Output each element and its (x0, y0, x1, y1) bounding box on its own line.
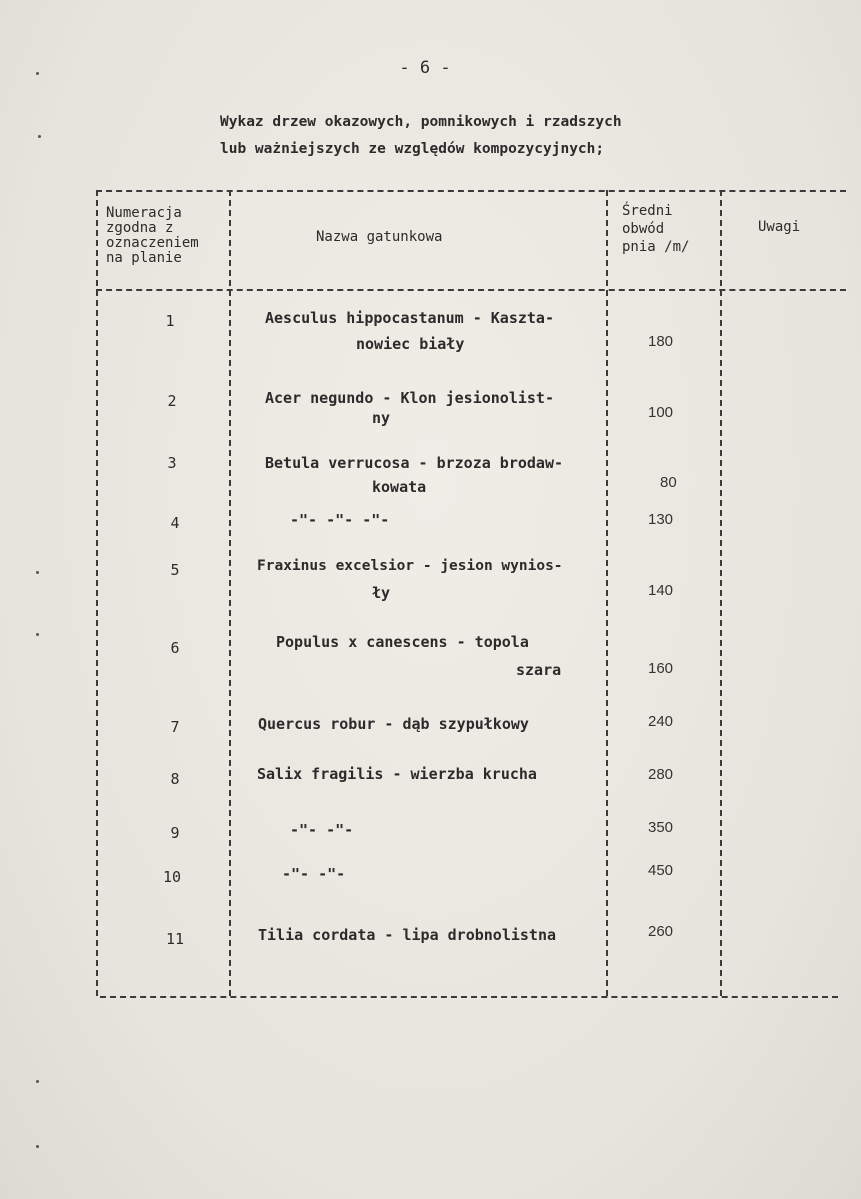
species-name: Fraxinus excelsior - jesion wynios- (257, 558, 563, 574)
species-name: Populus x canescens - topola (276, 633, 529, 651)
species-name: Betula verrucosa - brzoza brodaw- (265, 454, 564, 472)
col-border-3 (720, 190, 722, 996)
species-name-cont: kowata (372, 478, 427, 496)
circumference-value: 100 (648, 404, 674, 421)
col-border-left (96, 190, 98, 996)
species-name: Aesculus hippocastanum - Kaszta- (265, 309, 554, 327)
row-number: 9 (170, 824, 180, 842)
header-remarks: Uwagi (758, 219, 801, 235)
margin-dot (36, 633, 39, 636)
page-number: - 6 - (399, 58, 451, 78)
species-name: Tilia cordata - lipa drobnolistna (258, 926, 557, 944)
row-number: 11 (165, 930, 185, 948)
row-number: 7 (170, 718, 180, 736)
species-name: Salix fragilis - wierzba krucha (257, 765, 537, 783)
table-bottom-border (100, 996, 838, 998)
header-line: zgodna z (106, 220, 174, 236)
margin-dot (36, 1080, 39, 1083)
species-name-cont: nowiec biały (356, 335, 465, 353)
heading-line-1: Wykaz drzew okazowych, pomnikowych i rzadszych (220, 114, 622, 130)
circumference-value: 350 (648, 819, 674, 836)
row-number: 4 (170, 514, 180, 532)
col-border-2 (606, 190, 608, 996)
species-name: Quercus robur - dąb szypułkowy (258, 715, 529, 733)
row-number: 10 (162, 868, 182, 886)
circumference-value: 130 (648, 511, 674, 528)
margin-dot (36, 571, 39, 574)
header-line: oznaczeniem (106, 235, 199, 251)
table-top-border (96, 190, 846, 192)
header-bottom-border (96, 289, 846, 291)
circumference-value: 260 (648, 923, 674, 940)
circumference-value: 80 (660, 474, 677, 491)
circumference-value: 180 (648, 333, 674, 350)
circumference-value: 280 (648, 766, 674, 783)
margin-dot (38, 135, 41, 138)
row-number: 5 (170, 561, 180, 579)
circumference-value: 450 (648, 862, 674, 879)
header-line: Średni (622, 203, 673, 219)
header-line: pnia /m/ (622, 239, 690, 255)
heading-line-2: lub ważniejszych ze względów kompozycyjnych; (220, 141, 605, 157)
header-circumference (622, 202, 689, 256)
row-number: 6 (170, 639, 180, 657)
header-species-name: Nazwa gatunkowa (316, 229, 443, 245)
species-name-cont: szara (516, 661, 562, 679)
row-number: 1 (165, 312, 175, 330)
row-number: 8 (170, 770, 180, 788)
species-name: -"- -"- (290, 821, 354, 839)
circumference-value: 240 (648, 713, 674, 730)
species-name: -"- -"- (282, 865, 346, 883)
header-line: obwód (622, 221, 665, 237)
header-line: Numeracja (106, 205, 182, 221)
header-numbering (106, 206, 199, 266)
circumference-value: 160 (648, 660, 674, 677)
margin-dot (36, 72, 39, 75)
species-name-cont: ny (372, 409, 391, 427)
header-line: na planie (106, 250, 182, 266)
species-name: Acer negundo - Klon jesionolist- (265, 389, 554, 407)
species-name: -"- -"- -"- (290, 511, 390, 529)
species-name-cont: ły (372, 584, 391, 602)
margin-dot (36, 1145, 39, 1148)
circumference-value: 140 (648, 582, 674, 599)
row-number: 3 (167, 454, 177, 472)
col-border-1 (229, 190, 231, 996)
row-number: 2 (167, 392, 177, 410)
